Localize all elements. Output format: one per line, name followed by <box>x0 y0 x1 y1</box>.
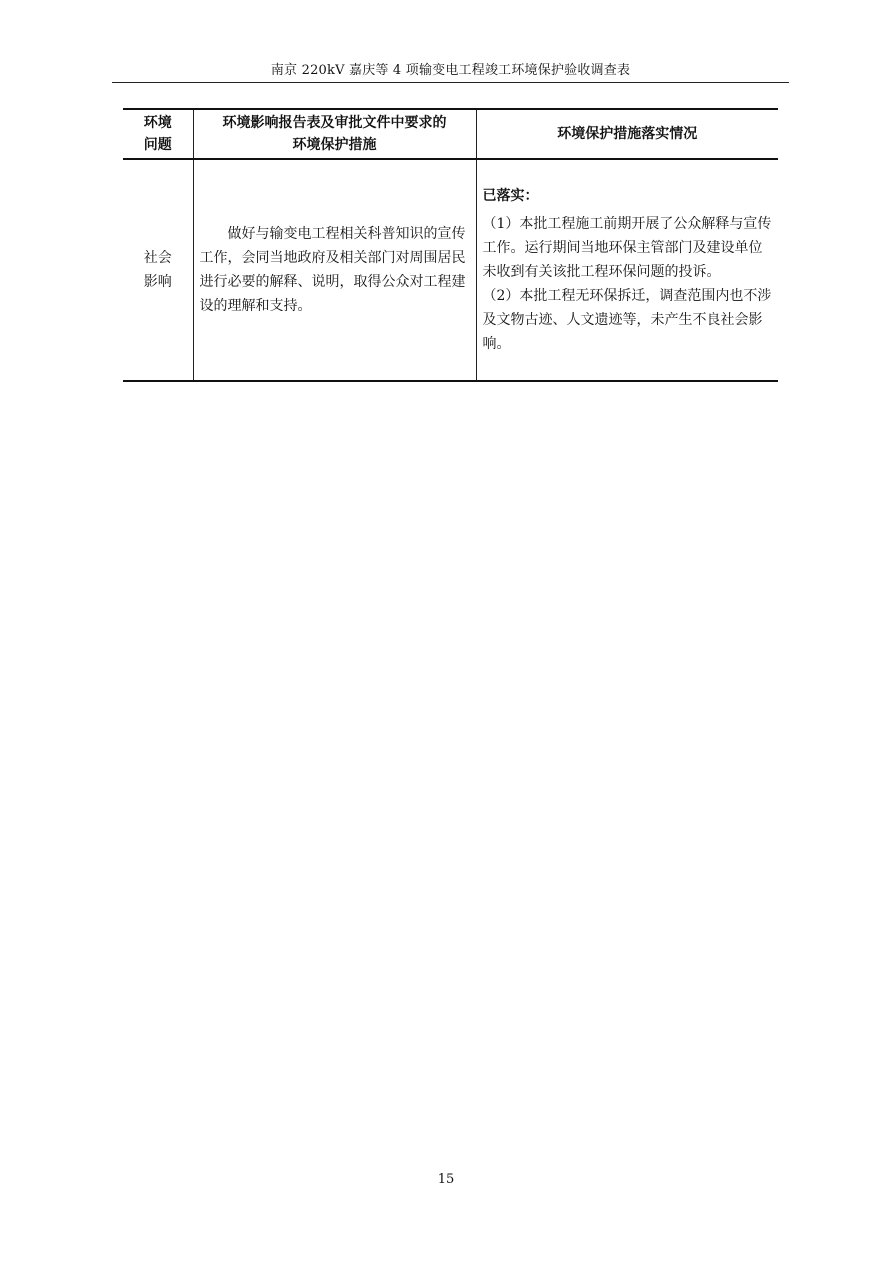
column-header-issue-line-2: 问题 <box>143 137 172 153</box>
issue-line-2: 影响 <box>143 274 172 290</box>
column-header-requirements-line-1: 环境影响报告表及审批文件中要求的 <box>222 115 447 131</box>
page-number: 15 <box>437 1172 455 1187</box>
implementation-status: 已落实： <box>482 188 539 204</box>
column-header-implementation: 环境保护措施落实情况 <box>476 109 778 159</box>
requirement-text: 做好与输变电工程相关科普知识的宣传工作，会同当地政府及相关部门对周围居民进行必要的解释、说明，取得公众对工程建设的理解和支持。 <box>199 226 466 314</box>
header-rule <box>112 82 789 83</box>
table-row <box>123 159 778 381</box>
implementation-cell <box>476 159 778 381</box>
page-header: 南京 220kV 嘉庆等 4 项输变电工程竣工环境保护验收调查表 <box>270 63 631 78</box>
issue-line-1: 社会 <box>143 250 172 266</box>
column-header-requirements-line-2: 环境保护措施 <box>292 137 377 153</box>
column-header-requirements <box>193 109 476 159</box>
table-header-row <box>123 109 778 159</box>
environmental-measures-table <box>123 108 778 382</box>
column-header-issue-line-1: 环境 <box>143 115 172 131</box>
implementation-item-2: （2）本批工程无环保拆迁，调查范围内也不涉及文物古迹、人文遗迹等，未产生不良社会影响。 <box>482 288 772 352</box>
column-header-issue <box>123 109 193 159</box>
requirement-cell <box>193 159 476 381</box>
issue-cell <box>123 159 193 381</box>
implementation-item-1: （1）本批工程施工前期开展了公众解释与宣传工作。运行期间当地环保主管部门及建设单位未收到有关该批工程环保问题的投诉。 <box>482 216 772 280</box>
